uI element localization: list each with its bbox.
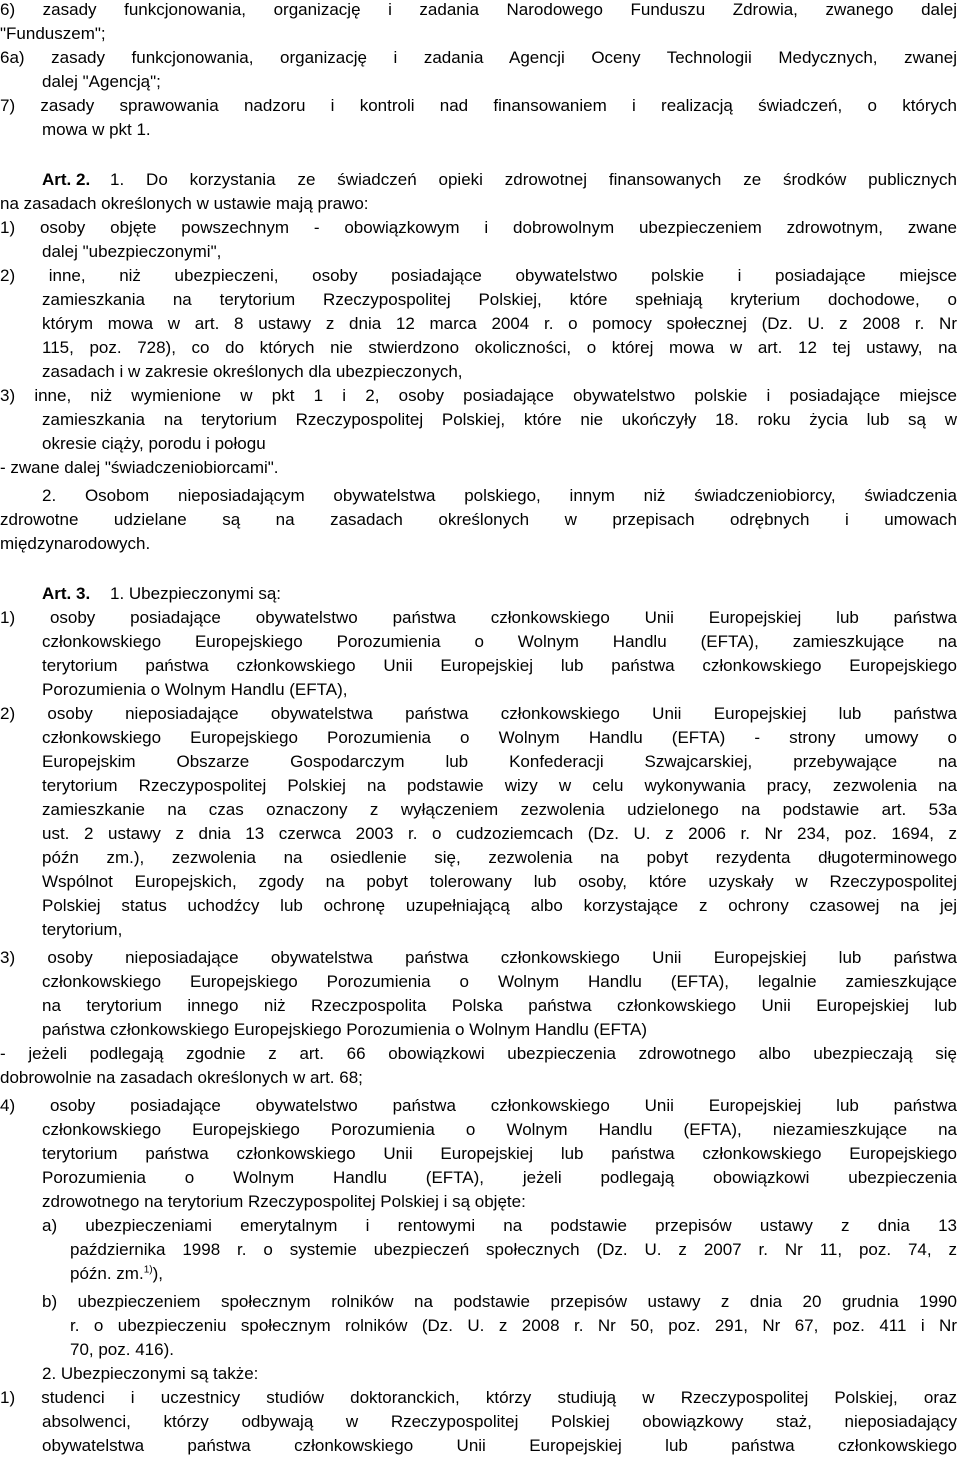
doc-line: ust. 2 ustawy z dnia 13 czerwca 2003 r. o cudzoziemcach (Dz. U. z 2006 r. Nr 234, poz. 1694, z	[42, 824, 957, 843]
doc-line: października 1998 r. o systemie ubezpieczeń społecznych (Dz. U. z 2007 r. Nr 11, poz. 74, z	[70, 1240, 957, 1259]
doc-line: b) ubezpieczeniem społecznym rolników na podstawie przepisów ustawy z dnia 20 grudnia 1990	[42, 1292, 957, 1311]
doc-line: Porozumienia o Wolnym Handlu (EFTA), jeżeli podlegają obowiązkowi ubezpieczenia	[42, 1168, 957, 1187]
doc-line: 6a) zasady funkcjonowania, organizację i zadania Agencji Oceny Technologii Medycznych, zwanej	[0, 48, 957, 67]
doc-line: 70, poz. 416).	[70, 1340, 174, 1359]
doc-line: terytorium Rzeczypospolitej Polskiej na podstawie wizy w celu wykonywania pracy, zezwolenia na	[42, 776, 957, 795]
doc-line: zdrowotne udzielane są na zasadach określonych w przepisach odrębnych i umowach	[0, 510, 957, 529]
doc-line: a) ubezpieczeniami emerytalnym i rentowymi na podstawie przepisów ustawy z dnia 13	[42, 1216, 957, 1235]
doc-line: państwa członkowskiego Europejskiego Porozumienia o Wolnym Handlu (EFTA)	[42, 1020, 648, 1039]
doc-line: 1) osoby posiadające obywatelstwo państwa członkowskiego Unii Europejskiej lub państwa	[0, 608, 957, 627]
doc-line: Polskiej status uchodźcy lub ochronę uzupełniającą albo korzystające z ochrony czasowej na jej	[42, 896, 957, 915]
doc-line: zamieszkania na terytorium Rzeczypospolitej Polskiej, które nie ukończyły 18. roku życia lub są w	[42, 410, 957, 429]
doc-line: dobrowolnie na zasadach określonych w art. 68;	[0, 1068, 363, 1087]
doc-line: na terytorium innego niż Rzeczpospolita Polska państwa członkowskiego Unii Europejskiej lub	[42, 996, 957, 1015]
doc-line: 2) inne, niż ubezpieczeni, osoby posiadające obywatelstwo polskie i posiadające miejsce	[0, 266, 957, 285]
doc-line: 1) studenci i uczestnicy studiów doktoranckich, którzy studiują w Rzeczypospolitej Polskiej, oraz	[0, 1388, 957, 1407]
doc-line: - zwane dalej "świadczeniobiorcami".	[0, 458, 279, 477]
doc-line: późn zm.), zezwolenia na osiedlenie się, zezwolenia na pobyt rezydenta długoterminowego	[42, 848, 957, 867]
doc-line: 4) osoby posiadające obywatelstwo państwa członkowskiego Unii Europejskiej lub państwa	[0, 1096, 957, 1115]
doc-line: "Funduszem";	[0, 24, 106, 43]
doc-line: członkowskiego Europejskiego Porozumienia o Wolnym Handlu (EFTA) - strony umowy o	[42, 728, 957, 747]
doc-line: Wspólnot Europejskich, zgody na pobyt tolerowany lub osoby, które uzyskały w Rzeczypospolitej	[42, 872, 957, 891]
doc-line: obywatelstwa państwa członkowskiego Unii Europejskiej lub państwa członkowskiego	[42, 1436, 957, 1455]
doc-line: terytorium państwa członkowskiego Unii Europejskiej lub państwa członkowskiego Europejskiego	[42, 656, 957, 675]
footnote-marker: 1)	[143, 1264, 153, 1276]
doc-line: na zasadach określonych w ustawie mają prawo:	[0, 194, 369, 213]
article-heading-row: Art. 3. 1. Ubezpieczonymi są:	[0, 582, 960, 606]
doc-line: członkowskiego Europejskiego Porozumienia o Wolnym Handlu (EFTA), legalnie zamieszkujące	[42, 972, 957, 991]
doc-line: 2. Ubezpieczonymi są także:	[42, 1364, 259, 1383]
doc-line: 3) inne, niż wymienione w pkt 1 i 2, osoby posiadające obywatelstwo polskie i posiadające miejsce	[0, 386, 957, 405]
doc-line: zdrowotnego na terytorium Rzeczypospolitej Polskiej i są objęte:	[42, 1192, 526, 1211]
doc-line: mowa w pkt 1.	[42, 120, 151, 139]
doc-line: 6) zasady funkcjonowania, organizację i zadania Narodowego Funduszu Zdrowia, zwanego dalej	[0, 0, 957, 19]
doc-line: późn. zm.$^{1)}$),	[70, 1264, 163, 1283]
article-heading-row: Art. 2. 1. Do korzystania ze świadczeń opieki zdrowotnej finansowanych ze środków publicznych	[0, 168, 960, 192]
doc-line: którym mowa w art. 8 ustawy z dnia 12 marca 2004 r. o pomocy społecznej (Dz. U. z 2008 r. Nr	[42, 314, 957, 333]
doc-line: 3) osoby nieposiadające obywatelstwa państwa członkowskiego Unii Europejskiej lub państwa	[0, 948, 957, 967]
doc-line: członkowskiego Europejskiego Porozumienia o Wolnym Handlu (EFTA), niezamieszkujące na	[42, 1120, 957, 1139]
doc-line: terytorium,	[42, 920, 123, 939]
doc-line: dalej "ubezpieczonymi",	[42, 242, 222, 261]
doc-line: członkowskiego Europejskiego Porozumienia o Wolnym Handlu (EFTA), zamieszkujące na	[42, 632, 957, 651]
doc-line: okresie ciąży, porodu i połogu	[42, 434, 266, 453]
doc-line: zamieszkania na terytorium Rzeczypospolitej Polskiej, które spełniają kryterium dochodowe, o	[42, 290, 957, 309]
doc-line: 1) osoby objęte powszechnym - obowiązkowym i dobrowolnym ubezpieczeniem zdrowotnym, zwane	[0, 218, 957, 237]
doc-line: Europejskim Obszarze Gospodarczym lub Konfederacji Szwajcarskiej, przebywające na	[42, 752, 957, 771]
doc-line: Porozumienia o Wolnym Handlu (EFTA),	[42, 680, 348, 699]
doc-line: - jeżeli podlegają zgodnie z art. 66 obowiązkowi ubezpieczenia zdrowotnego albo ubezpieczają się	[0, 1044, 957, 1063]
article-heading: Art. 3.	[42, 584, 91, 603]
doc-line: 2. Osobom nieposiadającym obywatelstwa polskiego, innym niż świadczeniobiorcy, świadczenia	[42, 486, 957, 505]
article-heading: Art. 2.	[42, 170, 91, 189]
doc-line: międzynarodowych.	[0, 534, 151, 553]
doc-line: terytorium państwa członkowskiego Unii Europejskiej lub państwa członkowskiego Europejskiego	[42, 1144, 957, 1163]
doc-line: zasadach i w zakresie określonych dla ubezpieczonych,	[42, 362, 463, 381]
doc-line: zamieszkanie na czas oznaczony z wyłączeniem zezwolenia udzielonego na podstawie art. 53a	[42, 800, 957, 819]
doc-line: 7) zasady sprawowania nadzoru i kontroli nad finansowaniem i realizacją świadczeń, o których	[0, 96, 957, 115]
doc-line: dalej "Agencją";	[42, 72, 161, 91]
doc-line: 115, poz. 728), co do których nie stwierdzono okoliczności, o której mowa w art. 12 tej ustawy, na	[42, 338, 957, 357]
doc-line: r. o ubezpieczeniu społecznym rolników (Dz. U. z 2008 r. Nr 50, poz. 291, Nr 67, poz. 411 i Nr	[70, 1316, 957, 1335]
doc-line: absolwenci, którzy odbywają w Rzeczypospolitej Polskiej obowiązkowy staż, nieposiadający	[42, 1412, 957, 1431]
doc-line: 2) osoby nieposiadające obywatelstwa państwa członkowskiego Unii Europejskiej lub państwa	[0, 704, 957, 723]
